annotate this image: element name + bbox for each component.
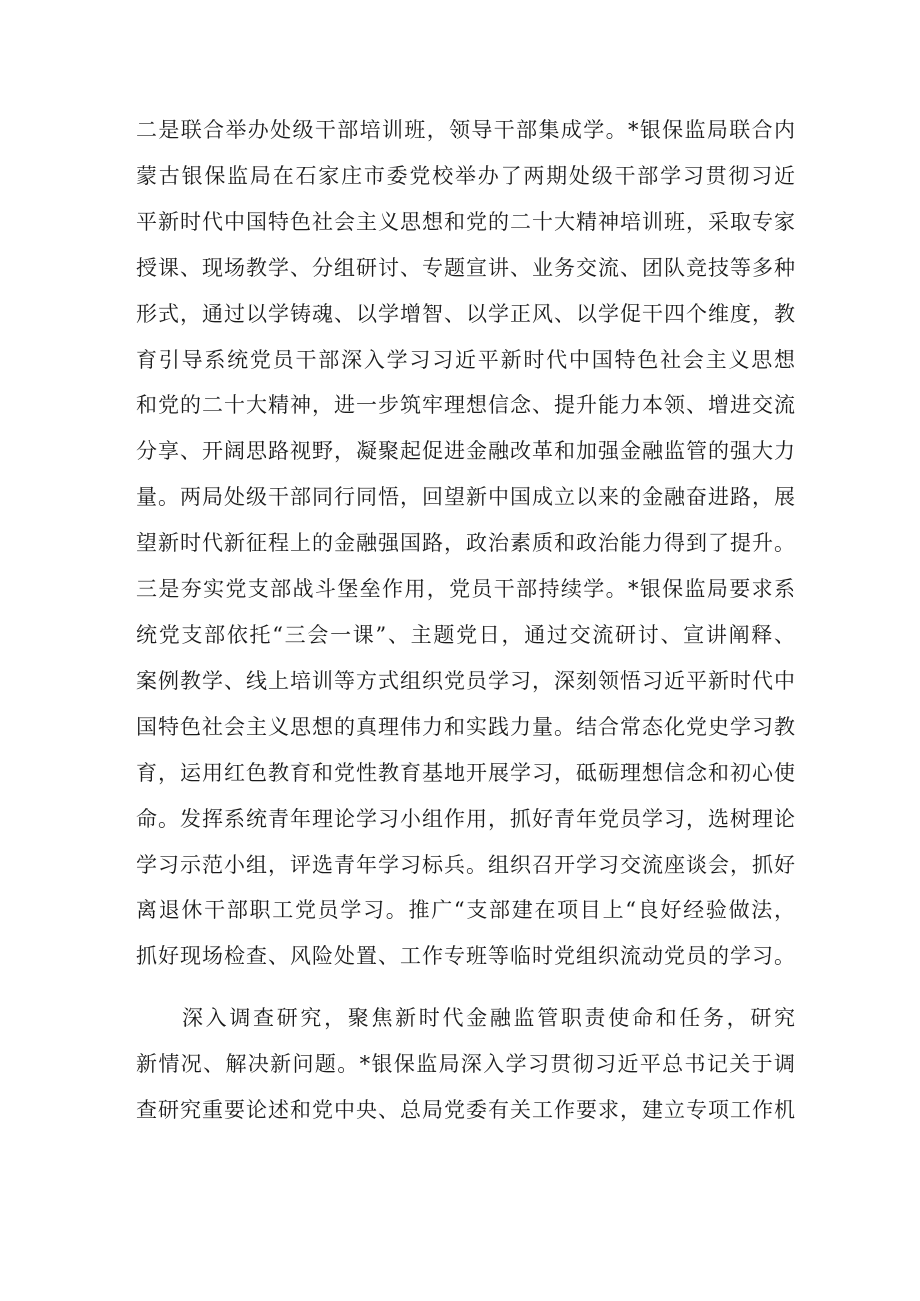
text-line: 育引导系统党员干部深入学习习近平新时代中国特色社会主义思想 — [136, 347, 796, 372]
paragraph-investigation — [136, 996, 796, 1134]
text-line: 蒙古银保监局在石家庄市委党校举办了两期处级干部学习贯彻习近 — [136, 163, 796, 188]
text-line: 学习示范小组，评选青年学习标兵。组织召开学习交流座谈会，抓好 — [136, 852, 796, 877]
text-line: 望新时代新征程上的金融强国路，政治素质和政治能力得到了提升。 — [136, 531, 796, 556]
paragraph-party-branch — [136, 567, 796, 980]
text-line: 育，运用红色教育和党性教育基地开展学习，砥砺理想信念和初心使 — [136, 760, 796, 785]
text-line: 新情况、解决新问题。*银保监局深入学习贯彻习近平总书记关于调 — [136, 1052, 796, 1077]
text-line: 三是夯实党支部战斗堡垒作用，党员干部持续学。*银保监局要求系 — [136, 577, 796, 602]
text-line: 离退休干部职工党员学习。推广“支部建在项目上“良好经验做法， — [136, 898, 796, 923]
text-line: 国特色社会主义思想的真理伟力和实践力量。结合常态化党史学习教 — [136, 714, 796, 739]
paragraph-joint-training — [136, 108, 796, 567]
document-body — [136, 108, 796, 1134]
text-line: 深入调查研究，聚焦新时代金融监管职责使命和任务，研究 — [182, 1006, 796, 1031]
text-line: 抓好现场检查、风险处置、工作专班等临时党组织流动党员的学习。 — [136, 944, 796, 969]
text-line: 统党支部依托“三会一课”、主题党日，通过交流研讨、宣讲阐释、 — [136, 622, 796, 647]
text-line: 案例教学、线上培训等方式组织党员学习，深刻领悟习近平新时代中 — [136, 668, 796, 693]
text-line: 分享、开阔思路视野，凝聚起促进金融改革和加强金融监管的强大力 — [136, 439, 796, 464]
text-line: 授课、现场教学、分组研讨、专题宣讲、业务交流、团队竞技等多种 — [136, 255, 796, 280]
text-line: 和党的二十大精神，进一步筑牢理想信念、提升能力本领、增进交流 — [136, 393, 796, 418]
text-line: 形式，通过以学铸魂、以学增智、以学正风、以学促干四个维度，教 — [136, 301, 796, 326]
text-line: 平新时代中国特色社会主义思想和党的二十大精神培训班，采取专家 — [136, 209, 796, 234]
text-line: 查研究重要论述和党中央、总局党委有关工作要求，建立专项工作机 — [136, 1098, 796, 1123]
text-line: 二是联合举办处级干部培训班，领导干部集成学。*银保监局联合内 — [136, 118, 796, 142]
text-line: 命。发挥系统青年理论学习小组作用，抓好青年党员学习，选树理论 — [136, 806, 796, 831]
text-line: 量。两局处级干部同行同悟，回望新中国成立以来的金融奋进路，展 — [136, 485, 796, 510]
